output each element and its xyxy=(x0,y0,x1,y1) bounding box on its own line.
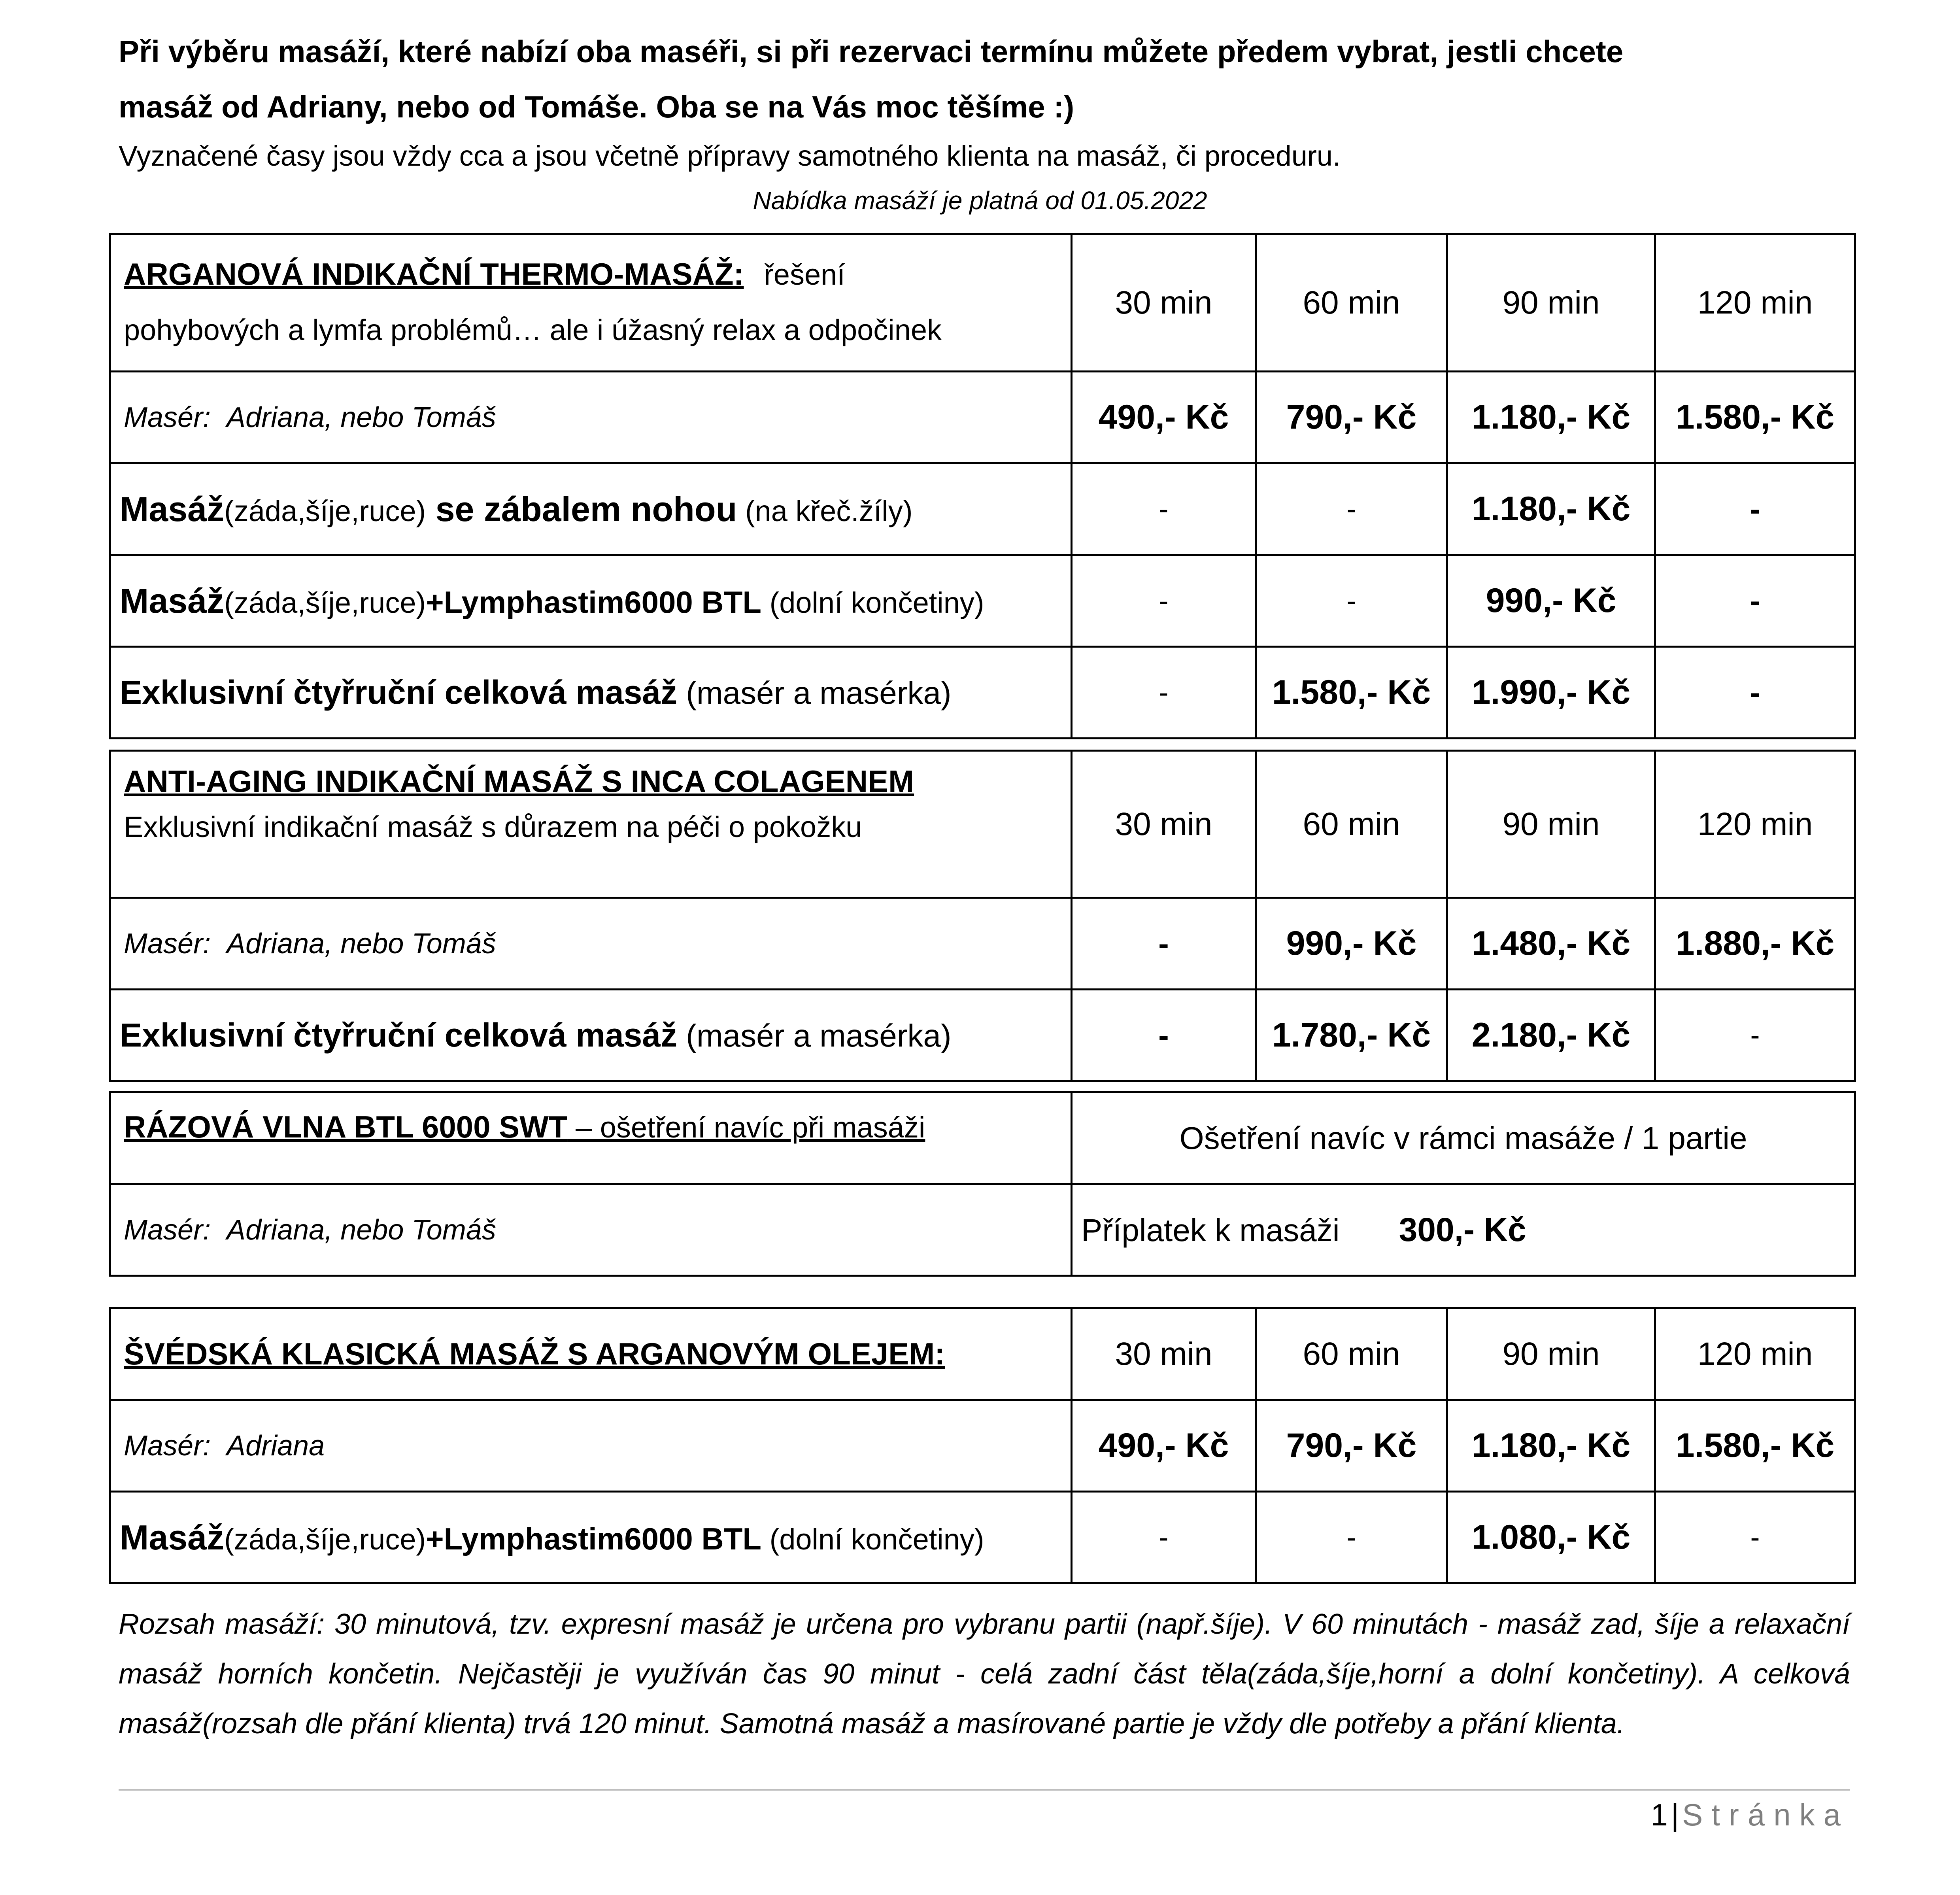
table-row xyxy=(110,372,1855,463)
table-header-row xyxy=(110,234,1855,372)
masseur-cell xyxy=(110,1184,1072,1276)
masseur-label: Masér: xyxy=(124,928,211,960)
price-cell: 490,- Kč xyxy=(1072,372,1256,463)
footer-separator: | xyxy=(1671,1797,1679,1832)
variant-bold: Masáž xyxy=(120,1517,225,1557)
duration-90: 90 min xyxy=(1447,1308,1655,1400)
variant-bold: Masáž xyxy=(120,489,225,529)
page-number: 1 xyxy=(1650,1797,1668,1832)
price-cell: - xyxy=(1072,898,1256,990)
duration-90: 90 min xyxy=(1447,751,1655,898)
variant-bold: +Lymphastim6000 BTL xyxy=(426,584,762,620)
service-subtitle: pohybových a lymfa problémů… ale i úžasný relax a odpočinek xyxy=(124,314,942,346)
validity-note: Nabídka masáží je platná od 01.05.2022 xyxy=(753,186,1207,215)
service-heading xyxy=(110,1092,1072,1184)
price-cell: - xyxy=(1655,990,1855,1081)
price-cell: - xyxy=(1655,555,1855,647)
price-cell: 1.480,- Kč xyxy=(1447,898,1655,990)
price-cell: - xyxy=(1655,463,1855,555)
footer-divider xyxy=(119,1789,1850,1791)
service-variant xyxy=(110,647,1072,739)
duration-30: 30 min xyxy=(1072,1308,1256,1400)
price-cell: - xyxy=(1072,555,1256,647)
price-cell: - xyxy=(1072,990,1256,1081)
price-cell: - xyxy=(1655,1492,1855,1583)
duration-120: 120 min xyxy=(1655,234,1855,372)
price-cell: 2.180,- Kč xyxy=(1447,990,1655,1081)
price-cell: - xyxy=(1072,1492,1256,1583)
table-row xyxy=(110,647,1855,739)
price-cell: 790,- Kč xyxy=(1256,372,1447,463)
masseur-names: Adriana, nebo Tomáš xyxy=(227,401,496,433)
masseur-cell xyxy=(110,1400,1072,1492)
service-subtitle: Exklusivní indikační masáž s důrazem na péči o pokožku xyxy=(124,811,862,843)
variant-bold: Exklusivní čtyřruční celková masáž xyxy=(120,1016,678,1054)
variant-text: (dolní končetiny) xyxy=(761,586,984,619)
service-title: ANTI-AGING INDIKAČNÍ MASÁŽ S INCA COLAGENEM xyxy=(124,764,914,799)
service-heading xyxy=(110,234,1072,372)
table-row xyxy=(110,898,1855,990)
price-cell: 1.990,- Kč xyxy=(1447,647,1655,739)
table-header-row xyxy=(110,1092,1855,1184)
surcharge-price: 300,- Kč xyxy=(1399,1211,1526,1248)
price-cell: - xyxy=(1072,463,1256,555)
price-cell: - xyxy=(1655,647,1855,739)
price-cell: - xyxy=(1256,463,1447,555)
intro-line-1: Při výběru masáží, které nabízí oba maséři, si při rezervaci termínu můžete předem vybrat, jestli chcete xyxy=(119,34,1624,69)
service-title: ŠVÉDSKÁ KLASICKÁ MASÁŽ S ARGANOVÝM OLEJEM: xyxy=(124,1336,945,1371)
masseur-cell xyxy=(110,372,1072,463)
service-variant xyxy=(110,463,1072,555)
price-cell: 990,- Kč xyxy=(1256,898,1447,990)
variant-text: (dolní končetiny) xyxy=(761,1523,984,1556)
duration-60: 60 min xyxy=(1256,1308,1447,1400)
price-cell: 990,- Kč xyxy=(1447,555,1655,647)
masseur-names: Adriana, nebo Tomáš xyxy=(227,928,496,960)
price-cell: 490,- Kč xyxy=(1072,1400,1256,1492)
price-cell: 1.080,- Kč xyxy=(1447,1492,1655,1583)
variant-text: (masér a masérka) xyxy=(677,1018,952,1053)
table-row xyxy=(110,1492,1855,1583)
masseur-names: Adriana, nebo Tomáš xyxy=(227,1214,496,1246)
price-cell: - xyxy=(1072,647,1256,739)
table-row xyxy=(110,463,1855,555)
table-row xyxy=(110,1400,1855,1492)
duration-60: 60 min xyxy=(1256,234,1447,372)
intro-line-2: masáž od Adriany, nebo od Tomáše. Oba se na Vás moc těšíme :) xyxy=(119,89,1074,124)
intro-line-3: Vyznačené časy jsou vždy cca a jsou včetně přípravy samotného klienta na masáž, či proceduru. xyxy=(119,140,1341,172)
variant-text: (na křeč.žíly) xyxy=(737,494,913,527)
table-row xyxy=(110,555,1855,647)
service-variant xyxy=(110,555,1072,647)
price-cell: 1.180,- Kč xyxy=(1447,1400,1655,1492)
table-header-row xyxy=(110,1308,1855,1400)
masseur-cell xyxy=(110,898,1072,990)
price-cell: 1.580,- Kč xyxy=(1655,1400,1855,1492)
variant-bold: +Lymphastim6000 BTL xyxy=(426,1521,762,1556)
price-cell: 1.180,- Kč xyxy=(1447,463,1655,555)
service-variant xyxy=(110,1492,1072,1583)
masseur-label: Masér: xyxy=(124,1214,211,1246)
masseur-names: Adriana xyxy=(227,1430,325,1462)
anti-aging-massage-table xyxy=(109,750,1856,1082)
surcharge-label: Příplatek k masáži xyxy=(1081,1213,1340,1248)
table-row xyxy=(110,990,1855,1081)
variant-text: (záda,šíje,ruce) xyxy=(224,586,426,619)
swedish-massage-table xyxy=(109,1307,1856,1584)
service-title-rest: – ošetření navíc při masáži xyxy=(567,1111,925,1144)
page-footer xyxy=(1651,1797,1849,1833)
variant-text: (záda,šíje,ruce) xyxy=(224,1523,426,1556)
variant-bold: Masáž xyxy=(120,581,225,620)
service-title: RÁZOVÁ VLNA BTL 6000 SWT xyxy=(124,1109,568,1144)
service-variant xyxy=(110,990,1072,1081)
service-heading xyxy=(110,751,1072,898)
argan-thermo-massage-table xyxy=(109,233,1856,739)
table-header-row xyxy=(110,751,1855,898)
price-cell: - xyxy=(1256,555,1447,647)
duration-120: 120 min xyxy=(1655,1308,1855,1400)
duration-30: 30 min xyxy=(1072,751,1256,898)
massage-scope-note: Rozsah masáží: 30 minutová, tzv. expresní masáž je určena pro vybranu partii (např.šíje). V 60 minutách - masáž zad, šíje a relaxační masáž horních končetin. Nejčastěji je využíván čas 90 minut - celá zadní část těla(záda,šíje,horní a dolní končetiny). A celková masáž(rozsah dle přání klienta) trvá 120 minut. Samotná masáž a masírované partie je vždy dle potřeby a přání klienta. xyxy=(119,1608,1850,1740)
variant-text: (záda,šíje,ruce) xyxy=(224,494,426,527)
service-title: ARGANOVÁ INDIKAČNÍ THERMO-MASÁŽ: xyxy=(124,257,744,291)
price-cell: 1.880,- Kč xyxy=(1655,898,1855,990)
duration-90: 90 min xyxy=(1447,234,1655,372)
shockwave-table xyxy=(109,1091,1856,1277)
service-heading xyxy=(110,1308,1072,1400)
price-cell: 790,- Kč xyxy=(1256,1400,1447,1492)
price-cell: 1.580,- Kč xyxy=(1655,372,1855,463)
variant-bold: Exklusivní čtyřruční celková masáž xyxy=(120,674,678,711)
masseur-label: Masér: xyxy=(124,1430,211,1462)
intro xyxy=(119,24,1850,178)
price-cell: 1.780,- Kč xyxy=(1256,990,1447,1081)
surcharge-cell xyxy=(1072,1184,1855,1276)
price-cell: - xyxy=(1256,1492,1447,1583)
masseur-label: Masér: xyxy=(124,401,211,433)
duration-60: 60 min xyxy=(1256,751,1447,898)
variant-bold: se zábalem nohou xyxy=(426,489,737,529)
extra-treatment-heading: Ošetření navíc v rámci masáže / 1 partie xyxy=(1072,1092,1855,1184)
price-cell: 1.180,- Kč xyxy=(1447,372,1655,463)
variant-text: (masér a masérka) xyxy=(677,675,952,710)
service-title-rest: řešení xyxy=(764,258,845,291)
page-word: Stránka xyxy=(1682,1797,1849,1832)
duration-30: 30 min xyxy=(1072,234,1256,372)
table-row xyxy=(110,1184,1855,1276)
duration-120: 120 min xyxy=(1655,751,1855,898)
price-cell: 1.580,- Kč xyxy=(1256,647,1447,739)
